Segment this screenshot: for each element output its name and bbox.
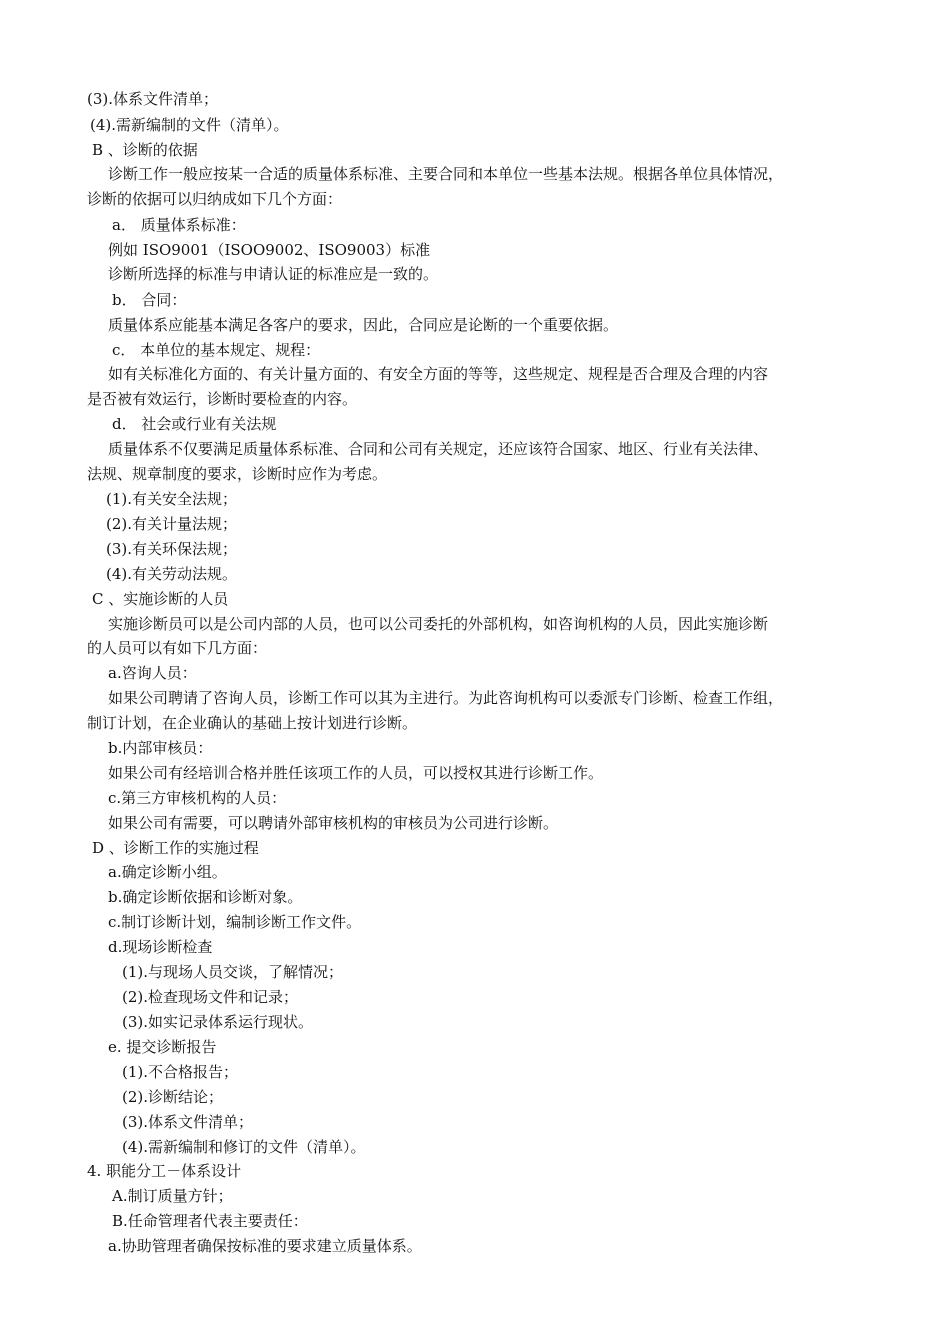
paragraph-line: 如果公司有经培训合格并胜任该项工作的人员，可以授权其进行诊断工作。 [108,764,604,782]
list-item: (4).有关劳动法规。 [106,565,238,583]
paragraph-line: 的人员可以有如下几方面： [87,639,268,657]
subheading: b． 合同： [112,291,187,309]
paragraph-line: 如果公司聘请了咨询人员，诊断工作可以其为主进行。为此咨询机构可以委派专门诊断、检查工作组， [108,689,784,707]
section-heading: 4. 职能分工－体系设计 [87,1162,242,1180]
list-item: (3).有关环保法规； [106,540,238,558]
paragraph-line: 诊断的依据可以归纳成如下几个方面： [87,190,343,208]
subheading: b.内部审核员： [108,739,213,757]
paragraph-line: 如果公司有需要，可以聘请外部审核机构的审核员为公司进行诊断。 [108,814,559,832]
list-item: (4).需新编制和修订的文件（清单）。 [122,1138,366,1156]
list-item: e. 提交诊断报告 [108,1038,217,1056]
paragraph-line: 实施诊断员可以是公司内部的人员，也可以公司委托的外部机构，如咨询机构的人员，因此实施诊断 [108,615,769,633]
section-heading: C 、实施诊断的人员 [92,590,229,608]
paragraph-line: 诊断所选择的标准与申请认证的标准应是一致的。 [108,265,439,283]
list-item: b.确定诊断依据和诊断对象。 [108,888,303,906]
paragraph-line: 如有关标准化方面的、有关计量方面的、有安全方面的等等，这些规定、规程是否合理及合理的内容 [108,365,769,383]
list-item: (1).不合格报告； [122,1063,239,1081]
paragraph-line: 诊断工作一般应按某一合适的质量体系标准、主要合同和本单位一些基本法规。根据各单位具体情况， [108,165,784,183]
paragraph-line: 例如 ISO9001（ISOO9002、ISO9003）标准 [108,241,431,259]
paragraph-line: 质量体系应能基本满足各客户的要求，因此，合同应是论断的一个重要依据。 [108,316,619,334]
subheading: a.咨询人员： [108,664,197,682]
list-item: (2).诊断结论； [122,1088,224,1106]
list-item: B.任命管理者代表主要责任： [112,1212,308,1230]
list-item: a.协助管理者确保按标准的要求建立质量体系。 [108,1237,422,1255]
list-item: (3).如实记录体系运行现状。 [122,1013,314,1031]
list-item: (3).体系文件清单； [122,1113,254,1131]
section-heading: B 、诊断的依据 [92,141,198,159]
list-item: (2).检查现场文件和记录； [122,988,299,1006]
list-item: A.制订质量方针； [112,1187,233,1205]
list-item: (1).有关安全法规； [106,490,238,508]
subheading: c． 本单位的基本规定、规程： [112,341,321,359]
paragraph-line: 是否被有效运行，诊断时要检查的内容。 [87,390,358,408]
section-heading: D 、诊断工作的实施过程 [92,839,259,857]
list-item: a.确定诊断小组。 [108,863,227,881]
list-item: c.制订诊断计划，编制诊断工作文件。 [108,913,362,931]
subheading: a． 质量体系标准： [112,216,246,234]
subheading: d． 社会或行业有关法规 [112,415,277,433]
subheading: c.第三方审核机构的人员： [108,789,287,807]
text-line: (4).需新编制的文件（清单）。 [90,116,289,134]
text-line: (3).体系文件清单； [87,90,219,108]
list-item: (1).与现场人员交谈，了解情况； [122,963,344,981]
paragraph-line: 法规、规章制度的要求，诊断时应作为考虑。 [87,465,388,483]
paragraph-line: 制订计划，在企业确认的基础上按计划进行诊断。 [87,714,418,732]
list-item: d.现场诊断检查 [108,938,213,956]
list-item: (2).有关计量法规； [106,515,238,533]
paragraph-line: 质量体系不仅要满足质量体系标准、合同和公司有关规定，还应该符合国家、地区、行业有关法律、 [108,440,769,458]
